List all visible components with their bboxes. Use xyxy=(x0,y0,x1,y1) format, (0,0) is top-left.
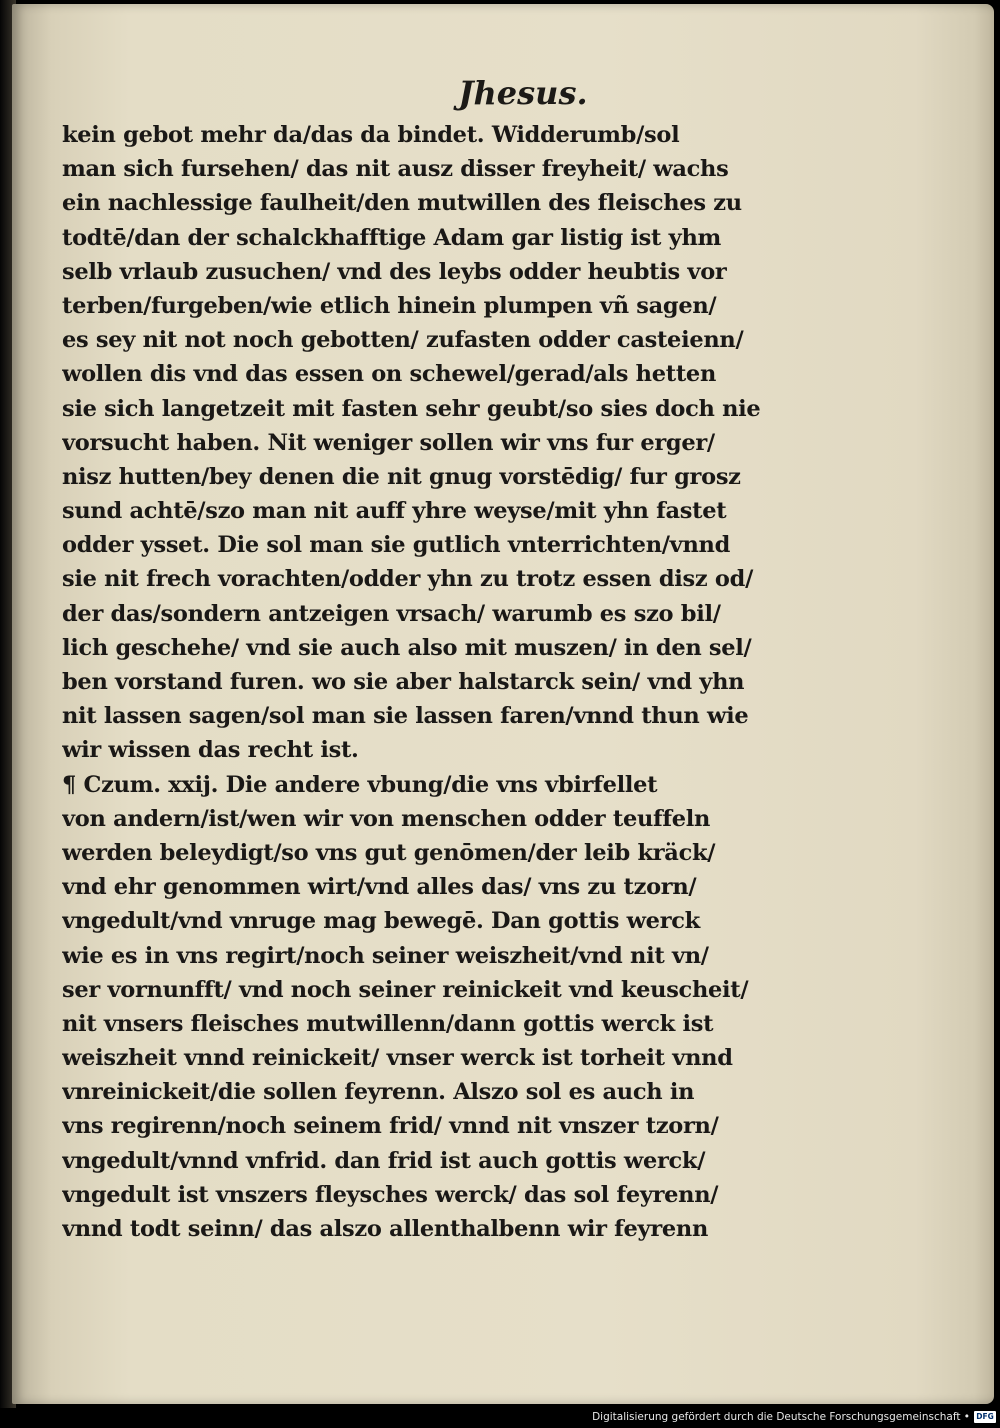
text-line: vorsucht haben. Nit weniger sollen wir vns fur erger/ xyxy=(62,429,715,456)
text-line: sie sich langetzeit mit fasten sehr geubt/so sies doch nie xyxy=(62,395,761,422)
text-line: vngedult/vnnd vnfrid. dan frid ist auch gottis werck/ xyxy=(62,1147,706,1174)
text-line: todtē/dan der schalckhafftige Adam gar listig ist yhm xyxy=(62,224,722,251)
text-line: vngedult/vnd vnruge mag bewegē. Dan gottis werck xyxy=(62,908,700,935)
text-line: wie es in vns regirt/noch seiner weiszheit/vnd nit vn/ xyxy=(62,942,709,969)
funding-credit: Digitalisierung gefördert durch die Deutsche Forschungsgemeinschaft • xyxy=(592,1411,970,1423)
text-line: ben vorstand furen. wo sie aber halstarck sein/ vnd yhn xyxy=(62,669,745,695)
text-line: terben/furgeben/wie etlich hinein plumpen vñ sagen/ xyxy=(62,292,717,319)
text-line: wollen dis vnd das essen on schewel/gerad/als hetten xyxy=(62,361,717,388)
text-line: vnreinickeit/die sollen feyrenn. Alszo sol es auch in xyxy=(62,1079,695,1106)
book-page xyxy=(12,4,994,1404)
text-line: vnnd todt seinn/ das alszo allenthalbenn wir feyrenn xyxy=(62,1216,709,1242)
text-line: man sich fursehen/ das nit ausz disser freyheit/ wachs xyxy=(62,156,729,183)
text-line: vns regirenn/noch seinem frid/ vnnd nit vnszer tzorn/ xyxy=(62,1113,719,1140)
running-header: Jhesus. xyxy=(458,74,588,112)
text-line: sie nit frech vorachten/odder yhn zu trotz essen disz od/ xyxy=(62,566,753,593)
text-line: ser vornunfft/ vnd noch seiner reinickeit vnd keuscheit/ xyxy=(62,976,749,1003)
text-line: nisz hutten/bey denen die nit gnug vorstēdig/ fur grosz xyxy=(62,463,741,490)
text-line: von andern/ist/wen wir von menschen odder teuffeln xyxy=(62,805,711,832)
text-line: ¶ Czum. xxij. Die andere vbung/die vns vbirfellet xyxy=(62,771,658,798)
text-line: vngedult ist vnszers fleysches werck/ das sol feyrenn/ xyxy=(62,1181,719,1208)
text-line: nit vnsers fleisches mutwillenn/dann gottis werck ist xyxy=(62,1010,714,1037)
text-line: werden beleydigt/so vns gut genōmen/der leib kräck/ xyxy=(62,839,716,866)
text-body xyxy=(62,118,762,1246)
dfg-logo-icon: DFG xyxy=(974,1411,996,1423)
text-line: der das/sondern antzeigen vrsach/ warumb es szo bil/ xyxy=(62,600,721,627)
text-line: wir wissen das recht ist. xyxy=(62,737,359,764)
text-line: es sey nit not noch gebotten/ zufasten odder casteienn/ xyxy=(62,327,744,354)
text-line: nit lassen sagen/sol man sie lassen faren/vnnd thun wie xyxy=(62,703,749,730)
text-line: kein gebot mehr da/das da bindet. Widderumb/sol xyxy=(62,122,680,148)
text-line: vnd ehr genommen wirt/vnd alles das/ vns zu tzorn/ xyxy=(62,874,697,901)
text-line: sund achtē/szo man nit auff yhre weyse/mit yhn fastet xyxy=(62,498,727,525)
footer-bar xyxy=(0,1408,1000,1428)
text-line: lich geschehe/ vnd sie auch also mit muszen/ in den sel/ xyxy=(62,634,752,661)
text-line: ein nachlessige faulheit/den mutwillen des fleisches zu xyxy=(62,190,742,217)
text-line: odder ysset. Die sol man sie gutlich vnterrichten/vnnd xyxy=(62,532,730,559)
text-line: weiszheit vnnd reinickeit/ vnser werck ist torheit vnnd xyxy=(62,1045,733,1072)
text-line: selb vrlaub zusuchen/ vnd des leybs odder heubtis vor xyxy=(62,258,727,285)
